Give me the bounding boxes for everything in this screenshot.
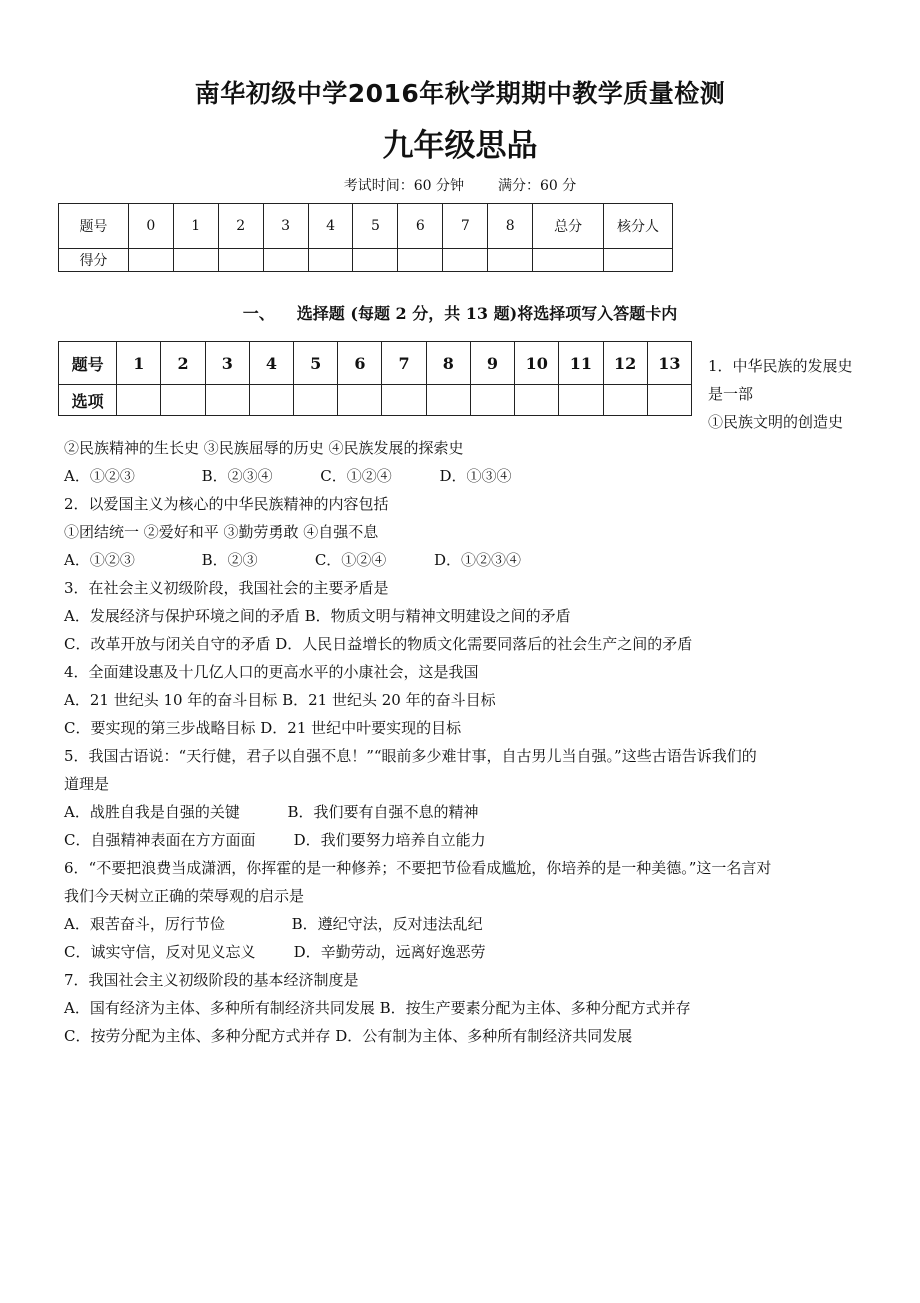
- answer-cell: 6: [338, 342, 382, 385]
- score-input-cell[interactable]: [308, 249, 353, 272]
- answer-options-line: C．自强精神表面在方方面面 D．我们要努力培养自立能力: [64, 831, 486, 849]
- score-cell: 6: [398, 204, 443, 249]
- question-text-line: 1．中华民族的发展史: [708, 357, 853, 375]
- score-cell-checker: 核分人: [604, 204, 673, 249]
- score-input-cell[interactable]: [173, 249, 218, 272]
- subject-title: 九年级思品: [382, 128, 538, 164]
- answer-options-line: C．改革开放与闭关自守的矛盾 D．人民日益增长的物质文化需要同落后的社会生产之间的矛盾: [64, 635, 693, 653]
- score-cell: 4: [308, 204, 353, 249]
- full-score: 满分：60 分: [498, 178, 577, 194]
- answer-input-cell[interactable]: [205, 385, 249, 416]
- score-row-label: 得分: [59, 249, 129, 272]
- answer-input-cell[interactable]: [470, 385, 514, 416]
- question-1-start: [708, 352, 878, 436]
- exam-meta: [0, 175, 920, 195]
- question-text-line: 5．我国古语说：“天行健，君子以自强不息！”“眼前多少难甘事，自古男儿当自强。”这些古语告诉我们的: [64, 747, 757, 765]
- answer-cell: 13: [647, 342, 691, 385]
- answer-cell: 11: [559, 342, 603, 385]
- answer-input-cell[interactable]: [161, 385, 205, 416]
- question-text-line: ①团结统一 ②爱好和平 ③勤劳勇敢 ④自强不息: [64, 523, 379, 541]
- section-title: 选择题 (每题 2 分，共 13 题)将选择项写入答题卡内: [296, 304, 678, 323]
- score-table-header-row: [59, 204, 673, 249]
- answer-cell: 3: [205, 342, 249, 385]
- question-text-line: 我们今天树立正确的荣辱观的启示是: [64, 887, 305, 905]
- score-input-cell[interactable]: [443, 249, 488, 272]
- answer-options-line: A．艰苦奋斗，厉行节俭 B．遵纪守法，反对违法乱纪: [64, 915, 483, 933]
- option-row-label: 选项: [59, 385, 117, 416]
- answer-options-line: C．要实现的第三步战略目标 D．21 世纪中叶要实现的目标: [64, 719, 462, 737]
- answer-cell: 8: [426, 342, 470, 385]
- question-text-line: ②民族精神的生长史 ③民族屈辱的历史 ④民族发展的探索史: [64, 439, 464, 457]
- answer-cell: 1: [117, 342, 161, 385]
- score-table: [58, 203, 673, 272]
- answer-table: [58, 341, 692, 416]
- section-number: 一、: [242, 304, 275, 323]
- question-text-line: 道理是: [64, 775, 110, 793]
- answer-cell: 4: [249, 342, 293, 385]
- score-cell: 5: [353, 204, 398, 249]
- question-text-line: 是一部: [708, 385, 754, 403]
- score-cell: 2: [218, 204, 263, 249]
- score-input-cell[interactable]: [398, 249, 443, 272]
- answer-cell: 10: [515, 342, 559, 385]
- score-cell: 7: [443, 204, 488, 249]
- answer-input-cell[interactable]: [294, 385, 338, 416]
- question-body: [64, 434, 864, 1050]
- section-heading: [0, 301, 920, 324]
- answer-options-line: C．诚实守信，反对见义忘义 D．辛勤劳动，远离好逸恶劳: [64, 943, 486, 961]
- answer-input-cell[interactable]: [382, 385, 426, 416]
- answer-table-option-row: [59, 385, 692, 416]
- answer-input-cell[interactable]: [647, 385, 691, 416]
- answer-input-cell[interactable]: [117, 385, 161, 416]
- score-cell: 8: [488, 204, 533, 249]
- question-text-line: 3．在社会主义初级阶段，我国社会的主要矛盾是: [64, 579, 389, 597]
- answer-options-line: A．①②③ B．②③ C．①②④ D．①②③④: [64, 551, 522, 569]
- score-table-score-row: [59, 249, 673, 272]
- question-text-line: 4．全面建设惠及十几亿人口的更高水平的小康社会，这是我国: [64, 663, 479, 681]
- answer-cell: 12: [603, 342, 647, 385]
- answer-cell: 5: [294, 342, 338, 385]
- answer-options-line: A．发展经济与保护环境之间的矛盾 B．物质文明与精神文明建设之间的矛盾: [64, 607, 571, 625]
- answer-options-line: A．战胜自我是自强的关键 B．我们要有自强不息的精神: [64, 803, 479, 821]
- question-text-line: 2．以爱国主义为核心的中华民族精神的内容包括: [64, 495, 389, 513]
- score-input-cell[interactable]: [263, 249, 308, 272]
- score-cell: 3: [263, 204, 308, 249]
- answer-options-line: C．按劳分配为主体、多种分配方式并存 D．公有制为主体、多种所有制经济共同发展: [64, 1027, 633, 1045]
- answer-table-header-row: [59, 342, 692, 385]
- answer-options-line: A．21 世纪头 10 年的奋斗目标 B．21 世纪头 20 年的奋斗目标: [64, 691, 496, 709]
- answer-cell: 2: [161, 342, 205, 385]
- answer-input-cell[interactable]: [515, 385, 559, 416]
- score-cell-label: 题号: [59, 204, 129, 249]
- score-input-cell[interactable]: [218, 249, 263, 272]
- score-input-cell[interactable]: [128, 249, 173, 272]
- score-input-cell[interactable]: [353, 249, 398, 272]
- answer-cell: 7: [382, 342, 426, 385]
- exam-title: 南华初级中学2016年秋学期期中教学质量检测: [194, 79, 726, 108]
- answer-cell: 9: [470, 342, 514, 385]
- answer-input-cell[interactable]: [603, 385, 647, 416]
- answer-options-line: A．①②③ B．②③④ C．①②④ D．①③④: [64, 467, 512, 485]
- answer-input-cell[interactable]: [338, 385, 382, 416]
- score-cell: 1: [173, 204, 218, 249]
- exam-time: 考试时间：60 分钟: [343, 178, 464, 194]
- answer-options-line: A．国有经济为主体、多种所有制经济共同发展 B．按生产要素分配为主体、多种分配方式并存: [64, 999, 691, 1017]
- answer-cell-label: 题号: [59, 342, 117, 385]
- score-input-cell[interactable]: [604, 249, 673, 272]
- question-text-line: 6．“不要把浪费当成潇洒，你挥霍的是一种修养；不要把节俭看成尴尬，你培养的是一种美德。”这一名言对: [64, 859, 772, 877]
- question-text-line: 7．我国社会主义初级阶段的基本经济制度是: [64, 971, 359, 989]
- answer-input-cell[interactable]: [559, 385, 603, 416]
- question-text-line: ①民族文明的创造史: [708, 413, 844, 431]
- score-input-cell[interactable]: [488, 249, 533, 272]
- answer-input-cell[interactable]: [426, 385, 470, 416]
- score-cell: 0: [128, 204, 173, 249]
- answer-input-cell[interactable]: [249, 385, 293, 416]
- score-cell-total: 总分: [533, 204, 604, 249]
- score-input-cell[interactable]: [533, 249, 604, 272]
